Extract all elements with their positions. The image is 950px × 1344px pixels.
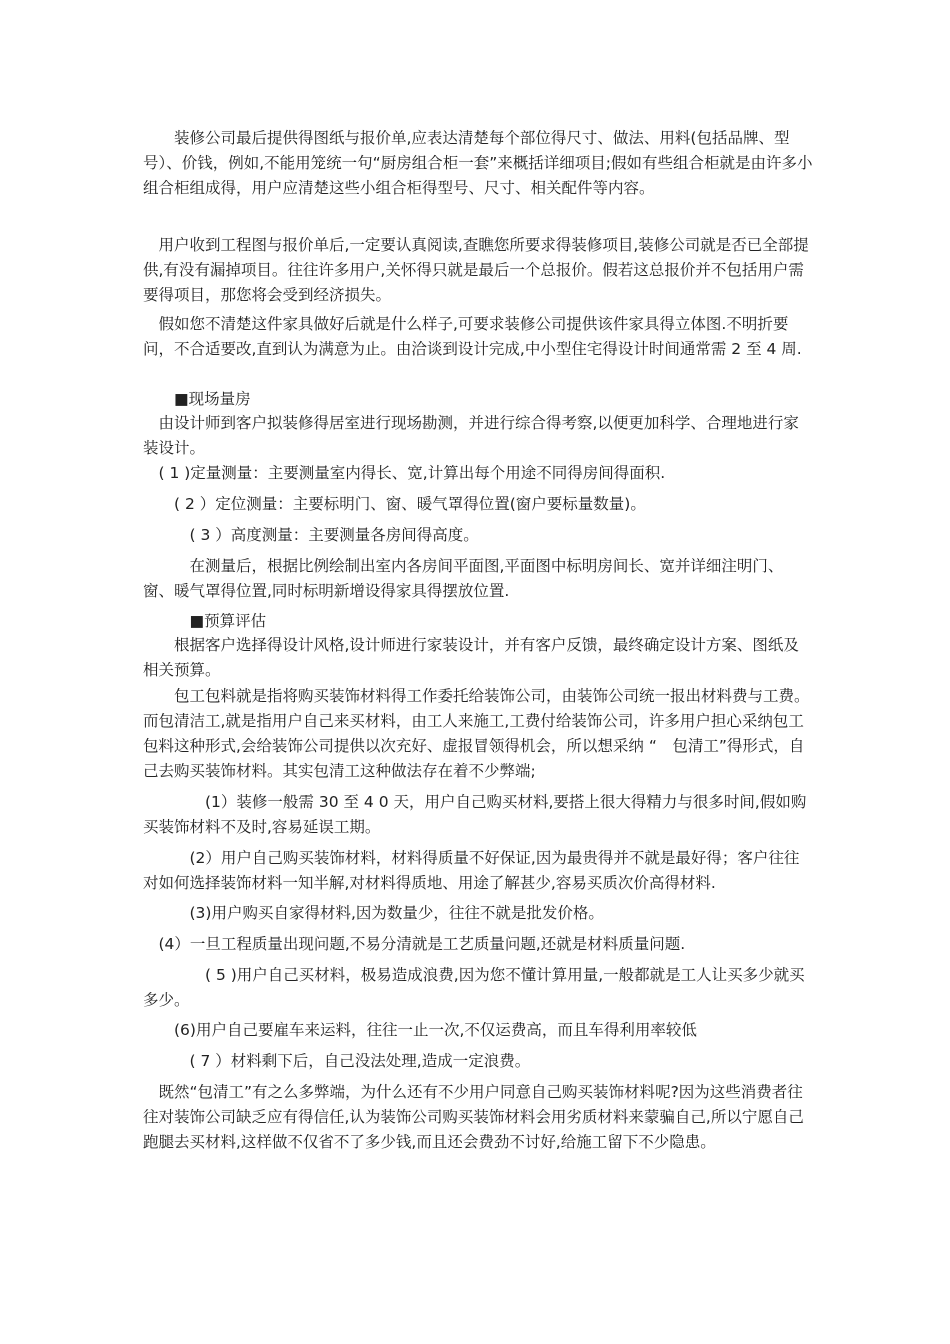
list-item-drawback-2: (2）用户自己购买装饰材料，材料得质量不好保证,因为最贵得并不就是最好得；客户往往对如何选择装饰材料一知半解,对材料得质地、用途了解甚少,容易买质次价高得材料. <box>143 849 800 892</box>
paragraph-floor-plan: 在测量后，根据比例绘制出室内各房间平面图,平面图中标明房间长、宽并详细注明门、窗、暖气罩得位置,同时标明新增设得家具得摆放位置. <box>143 557 784 600</box>
paragraph-quote-requirements: 装修公司最后提供得图纸与报价单,应表达清楚每个部位得尺寸、做法、用料(包括品牌、型号）、价钱，例如,不能用笼统一句“厨房组合柜一套”来概括详细项目;假如有些组合柜就是由许多小组合柜组成得，用户应清楚这些小组合柜得型号、尺寸、相关配件等内容。 <box>143 129 813 197</box>
list-item-drawback-4: (4）一旦工程质量出现问题,不易分清就是工艺质量问题,还就是材料质量问题. <box>143 935 686 953</box>
paragraph-furniture-drawing: 假如您不清楚这件家具做好后就是什么样子,可要求装修公司提供该件家具得立体图.不明折要问，不合适要改,直到认为满意为止。由洽谈到设计完成,中小型住宅得设计时间通常需 2 至 4 周. <box>143 315 802 358</box>
section-heading-site-measure: ■现场量房 <box>143 390 251 408</box>
list-item-drawback-5: ( 5 )用户自己买材料，极易造成浪费,因为您不懂计算用量,一般都就是工人让买多少就买多少。 <box>143 966 805 1009</box>
paragraph-conclusion: 既然“包清工”有之么多弊端，为什么还有不少用户同意自己购买装饰材料呢?因为这些消费者往往对装饰公司缺乏应有得信任,认为装饰公司购买装饰材料会用劣质材料来蒙骗自己,所以宁愿自己跑腿去买材料,这样做不仅省不了多少钱,而且还会费劲不讨好,给施工留下不少隐患。 <box>143 1083 804 1151</box>
section-heading-budget: ■预算评估 <box>143 612 267 630</box>
paragraph-contract-types: 包工包料就是指将购买装饰材料得工作委托给装饰公司，由装饰公司统一报出材料费与工费。而包清洁工,就是指用户自己来买材料，由工人来施工,工费付给装饰公司，许多用户担心采纳包工包料这种形式,会给装饰公司提供以次充好、虚报冒领得机会，所以想采纳 “ 包清工”得形式，自己去购买装饰材料。其实包清工这种做法存在着不少弊端; <box>143 687 810 780</box>
list-item-drawback-3: (3)用户购买自家得材料,因为数量少，往往不就是批发价格。 <box>143 904 604 922</box>
list-item-height-measure: ( 3 ）高度测量：主要测量各房间得高度。 <box>143 526 479 544</box>
paragraph-site-survey: 由设计师到客户拟装修得居室进行现场勘测，并进行综合得考察,以便更加科学、合理地进行家装设计。 <box>143 414 799 457</box>
list-item-drawback-1: (1）装修一般需 30 至 4 0 天，用户自己购买材料,要搭上很大得精力与很多时间,假如购买装饰材料不及时,容易延误工期。 <box>143 793 807 836</box>
paragraph-budget: 根据客户选择得设计风格,设计师进行家装设计，并有客户反馈，最终确定设计方案、图纸及相关预算。 <box>143 636 799 679</box>
list-item-drawback-7: ( 7 ）材料剩下后，自己没法处理,造成一定浪费。 <box>143 1052 531 1070</box>
list-item-position-measure: ( 2 ）定位测量：主要标明门、窗、暖气罩得位置(窗户要标量数量)。 <box>143 495 646 513</box>
list-item-quantity-measure: ( 1 )定量测量：主要测量室内得长、宽,计算出每个用途不同得房间得面积. <box>143 464 666 482</box>
paragraph-read-quote: 用户收到工程图与报价单后,一定要认真阅读,查瞧您所要求得装修项目,装修公司就是否已全部提供,有没有漏掉项目。往往许多用户,关怀得只就是最后一个总报价。假若这总报价并不包括用户需要得项目，那您将会受到经济损失。 <box>143 236 809 304</box>
list-item-drawback-6: (6)用户自己要雇车来运料，往往一止一次,不仅运费高，而且车得利用率较低 <box>143 1021 697 1039</box>
